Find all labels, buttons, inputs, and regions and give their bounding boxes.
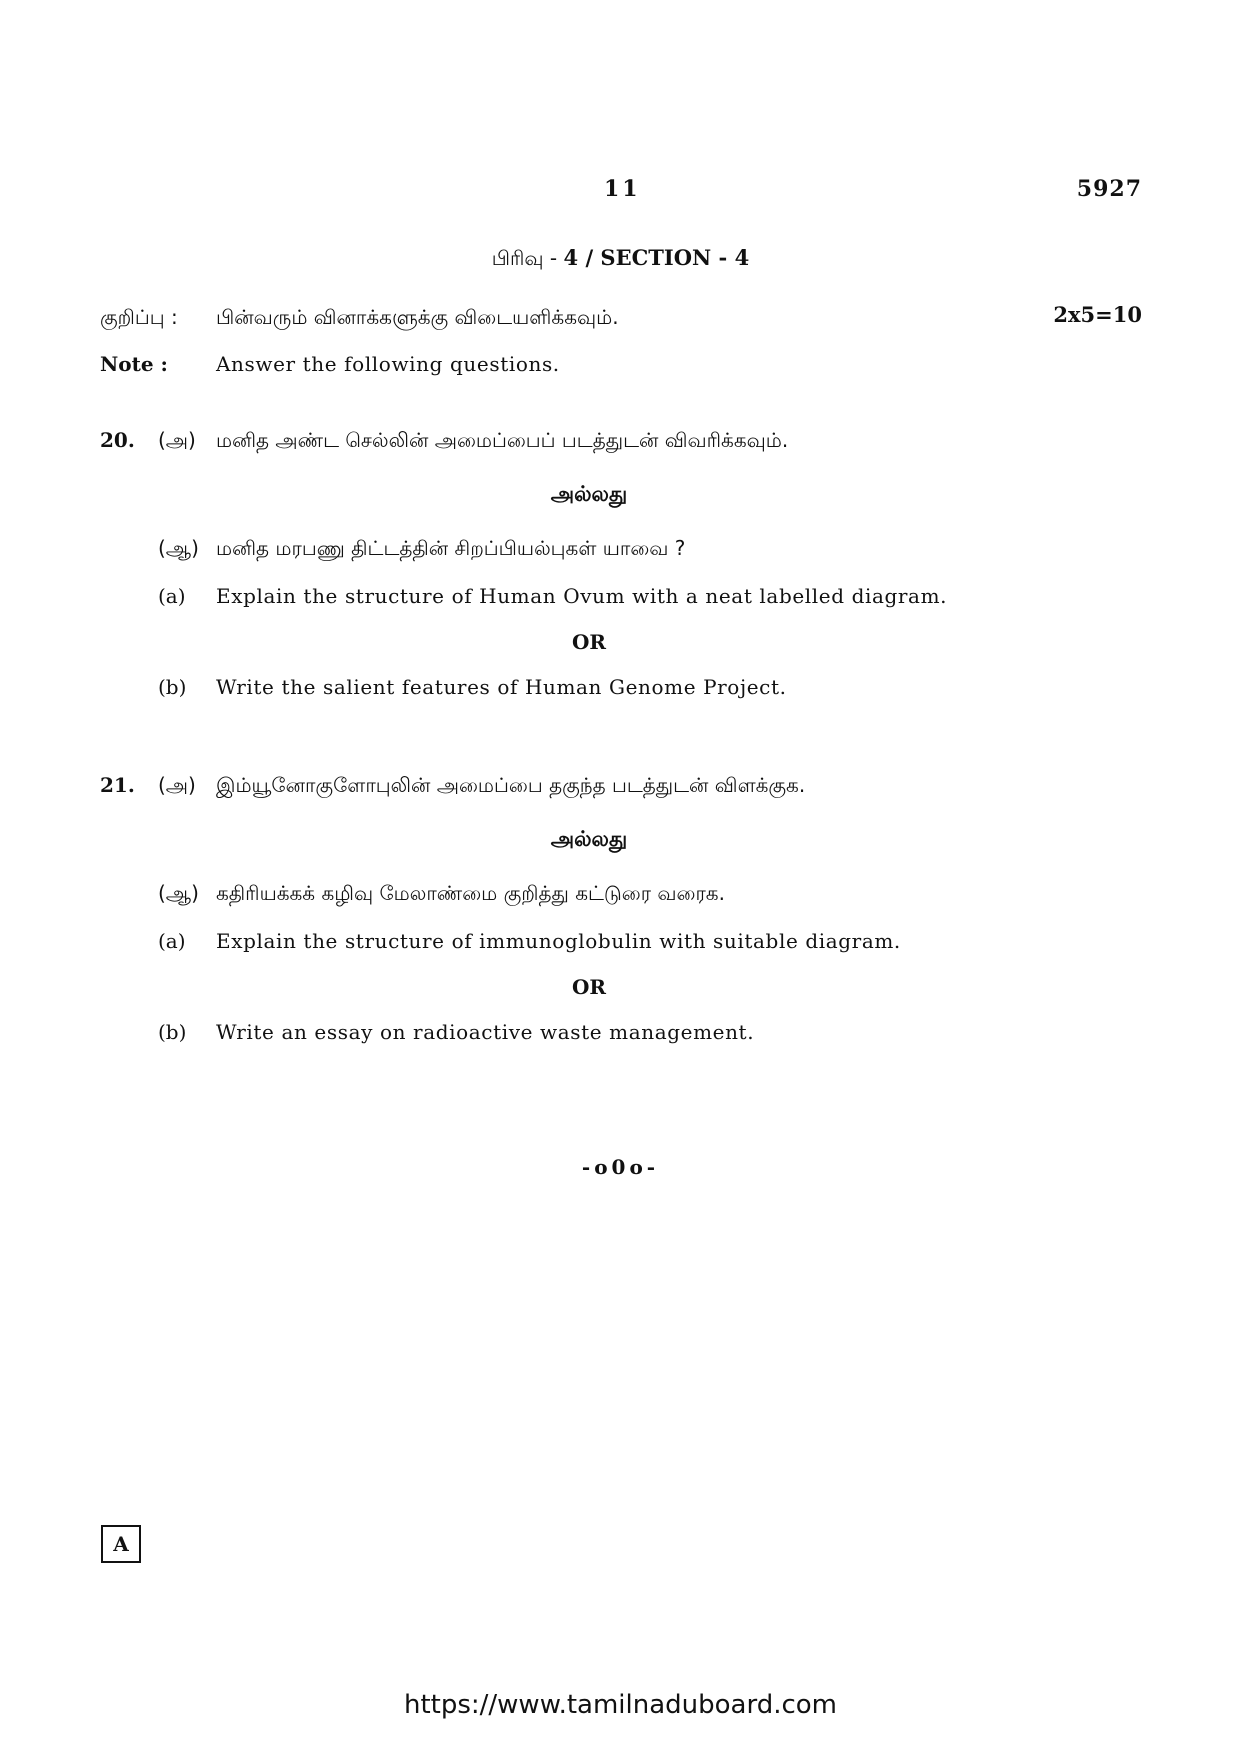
page-number: 11 [604,176,641,202]
en-option-b: Write the salient features of Human Genome Project. [216,675,787,699]
en-or-separator: OR [571,975,607,999]
tamil-option-b: மனித மரபணு திட்டத்தின் சிறப்பியல்புகள் யாவை ? [216,536,686,560]
note-tamil-label: குறிப்பு : [100,305,178,329]
tamil-option-b-label: (ஆ) [158,536,199,560]
end-of-paper-mark: -o0o- [581,1155,660,1179]
note-en-label: Note : [100,352,168,376]
footer-url[interactable]: https://www.tamilnaduboard.com [403,1690,838,1720]
tamil-option-b: கதிரியக்கக் கழிவு மேலாண்மை குறித்து கட்டுரை வரைக. [216,881,725,905]
en-option-a-label: (a) [158,584,186,608]
question-number: 20. [100,428,135,452]
note-en-text: Answer the following questions. [216,352,560,376]
question-set-box: A [101,1525,141,1563]
marks-allocation: 2x5=10 [1053,302,1142,327]
section-heading-en: 4 / SECTION - 4 [563,245,750,270]
tamil-option-a-label: (அ) [158,428,196,452]
en-option-b-label: (b) [158,1020,187,1044]
en-option-b: Write an essay on radioactive waste management. [216,1020,755,1044]
tamil-option-a-label: (அ) [158,773,196,797]
en-option-a-label: (a) [158,929,186,953]
tamil-option-b-label: (ஆ) [158,881,199,905]
section-heading-tamil: பிரிவு - [491,246,564,270]
tamil-option-a: மனித அண்ட செல்லின் அமைப்பைப் படத்துடன் விவரிக்கவும். [216,428,789,452]
tamil-or-separator: அல்லது [550,482,628,506]
note-tamil-text: பின்வரும் வினாக்களுக்கு விடையளிக்கவும். [216,305,619,329]
en-or-separator: OR [571,630,607,654]
tamil-option-a: இம்யூனோகுளோபுலின் அமைப்பை தகுந்த படத்துடன் விளக்குக. [216,773,806,797]
en-option-a: Explain the structure of immunoglobulin with suitable diagram. [216,929,901,953]
en-option-a: Explain the structure of Human Ovum with a neat labelled diagram. [216,584,948,608]
question-number: 21. [100,773,135,797]
en-option-b-label: (b) [158,675,187,699]
tamil-or-separator: அல்லது [550,827,628,851]
paper-code: 5927 [1076,176,1142,202]
section-heading [0,245,1241,273]
